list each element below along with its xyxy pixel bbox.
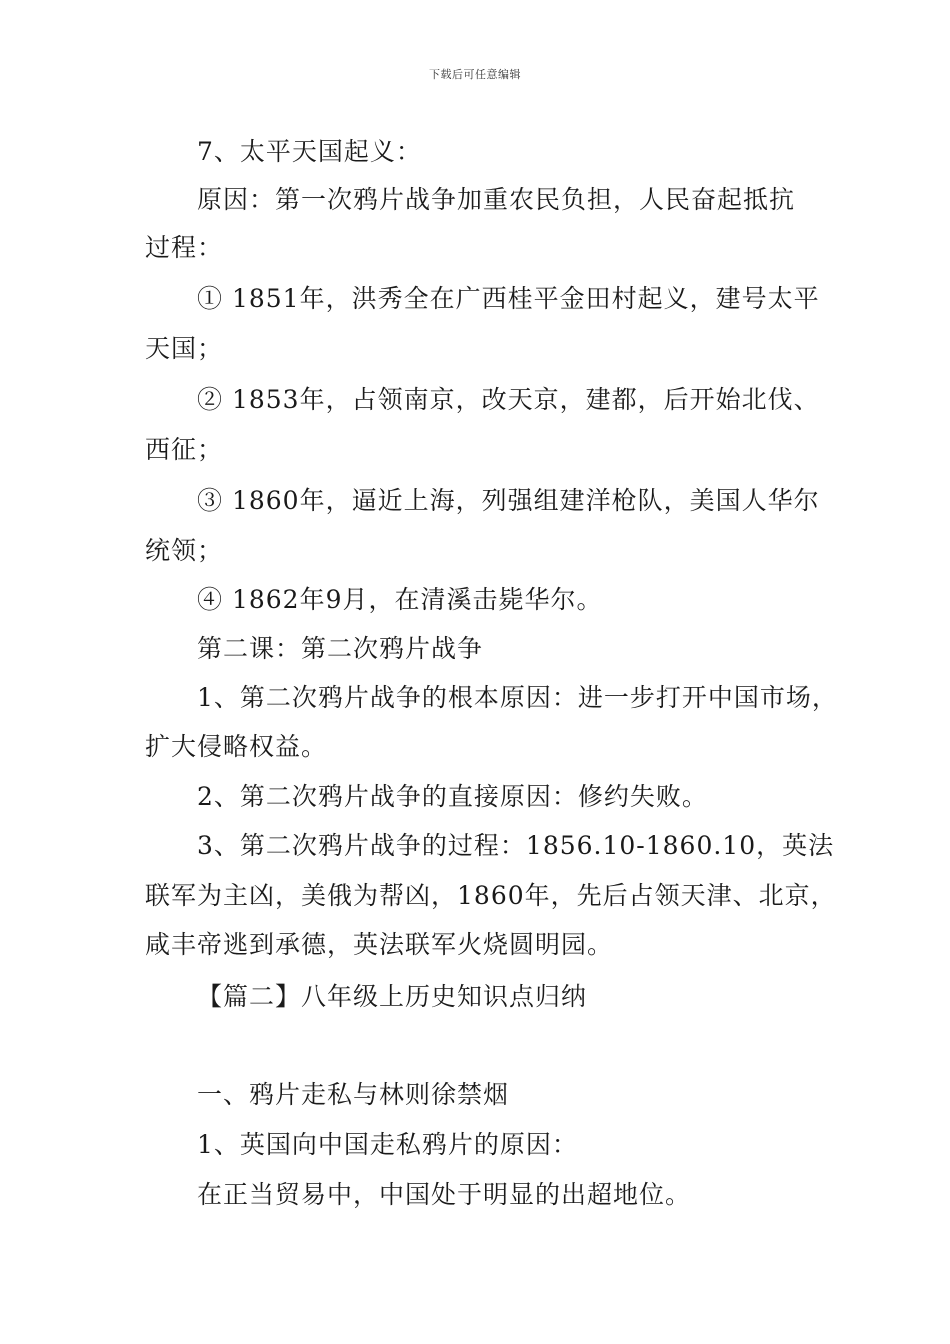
list-item-1: ① 1851年，洪秀全在广西桂平金田村起义，建号太平 xyxy=(197,284,820,313)
paragraph-line: 原因：第一次鸦片战争加重农民负担，人民奋起抵抗 xyxy=(197,185,796,214)
list-item-4: ④ 1862年9月，在清溪击毙华尔。 xyxy=(197,585,603,614)
paragraph-line: 过程： xyxy=(145,233,224,262)
paragraph-line: 2、第二次鸦片战争的直接原因：修约失败。 xyxy=(197,782,708,811)
paragraph-line: 1、英国向中国走私鸦片的原因： xyxy=(197,1130,578,1159)
paragraph-line: 咸丰帝逃到承德，英法联军火烧圆明园。 xyxy=(145,930,614,959)
part-heading: 【篇二】八年级上历史知识点归纳 xyxy=(197,982,588,1011)
paragraph-line: 联军为主凶，美俄为帮凶，1860年，先后占领天津、北京， xyxy=(145,881,837,910)
list-item-3-cont: 统领； xyxy=(145,536,224,565)
lesson-heading: 第二课：第二次鸦片战争 xyxy=(197,634,484,663)
page-header: 下载后可任意编辑 xyxy=(429,68,521,81)
list-item-2: ② 1853年，占领南京，改天京，建都，后开始北伐、 xyxy=(197,385,820,414)
paragraph-line: 在正当贸易中，中国处于明显的出超地位。 xyxy=(197,1180,692,1209)
section-heading-opium: 一、鸦片走私与林则徐禁烟 xyxy=(197,1080,510,1109)
list-item-3: ③ 1860年，逼近上海，列强组建洋枪队，美国人华尔 xyxy=(197,486,820,515)
paragraph-line: 扩大侵略权益。 xyxy=(145,732,328,761)
list-item-1-cont: 天国； xyxy=(145,334,224,363)
paragraph-line: 1、第二次鸦片战争的根本原因：进一步打开中国市场， xyxy=(197,683,838,712)
paragraph-line: 3、第二次鸦片战争的过程：1856.10-1860.10，英法 xyxy=(197,831,835,860)
list-item-2-cont: 西征； xyxy=(145,435,224,464)
section-heading-taiping: 7、太平天国起义： xyxy=(197,137,422,166)
